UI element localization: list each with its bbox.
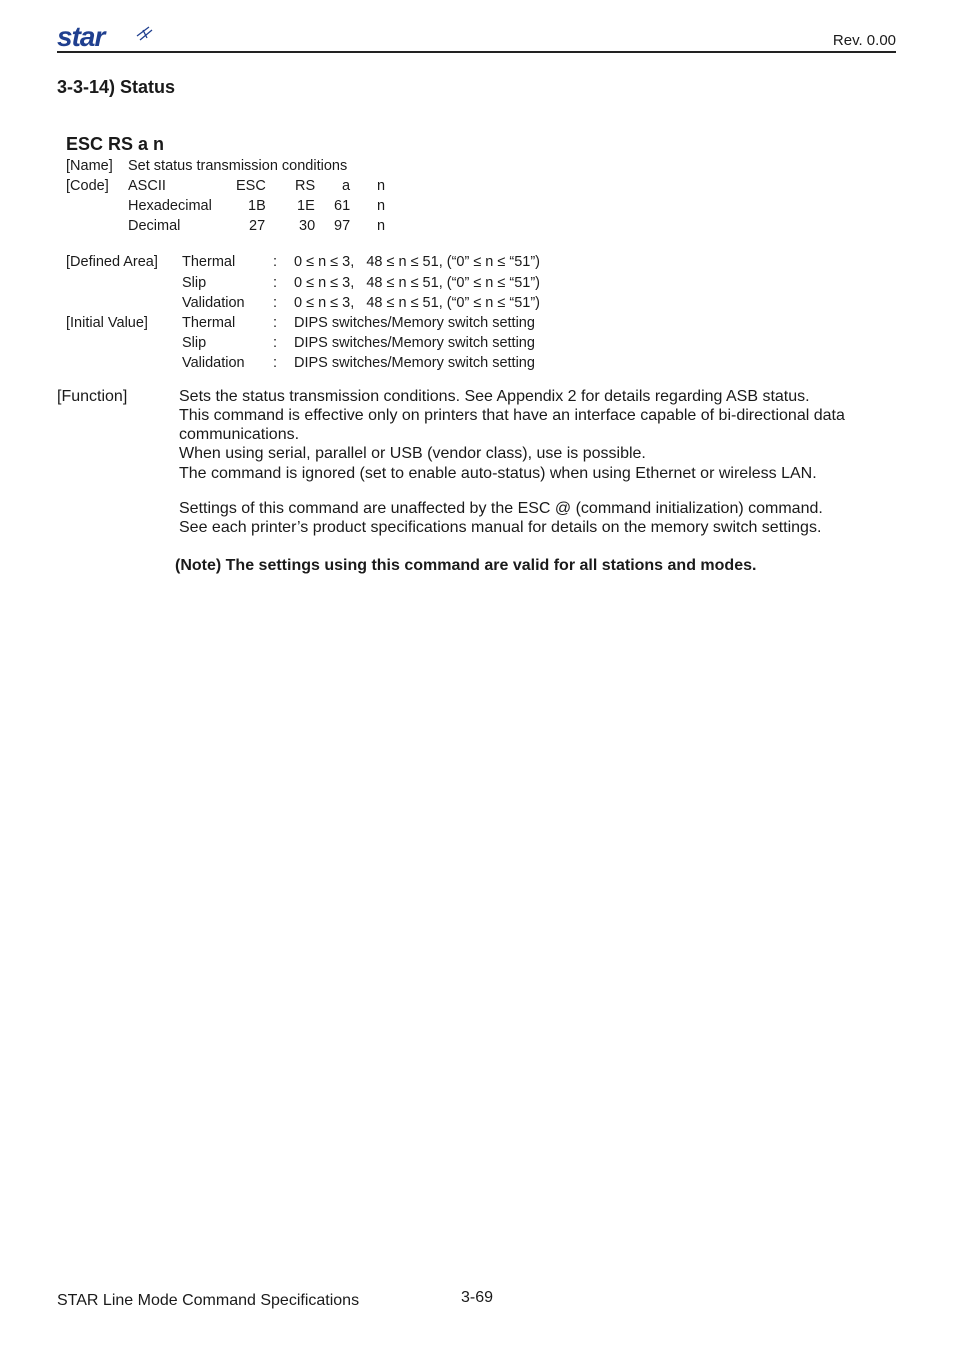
station-label: Slip — [182, 275, 207, 291]
range-value: 0 ≤ n ≤ 3, 48 ≤ n ≤ 51, (“0” ≤ n ≤ “51”) — [294, 254, 541, 270]
function-line: See each printer’s product specifications manual for details on the memory switch settings. — [179, 519, 822, 536]
function-line: Settings of this command are unaffected by the ESC @ (command initialization) command. — [179, 500, 823, 517]
range-value: 0 ≤ n ≤ 3, 48 ≤ n ≤ 51, (“0” ≤ n ≤ “51”) — [294, 295, 541, 311]
separator: : — [273, 315, 278, 331]
revision: Rev. 0.00 — [832, 32, 896, 49]
footer-doc-title: STAR Line Mode Command Specifications — [57, 1292, 360, 1309]
code-cell: ESC — [236, 178, 266, 194]
function-line: When using serial, parallel or USB (vendor class), use is possible. — [179, 445, 646, 462]
code-cell: RS — [295, 178, 316, 194]
function-label: [Function] — [57, 388, 128, 405]
initial-value: DIPS switches/Memory switch setting — [294, 355, 535, 371]
code-row-label: ASCII — [128, 178, 166, 194]
code-row-label: Decimal — [128, 218, 181, 234]
code-cell: 61 — [334, 198, 351, 214]
section-title: 3-3-14) Status — [57, 77, 176, 97]
command-title: ESC RS a n — [66, 134, 165, 154]
function-line: Sets the status transmission conditions. See Appendix 2 for details regarding ASB status. — [179, 388, 810, 405]
note: (Note) The settings using this command are valid for all stations and modes. — [175, 557, 757, 574]
station-label: Thermal — [182, 315, 236, 331]
code-cell: 1E — [297, 198, 315, 214]
code-cell: a — [342, 178, 351, 194]
separator: : — [273, 254, 278, 270]
code-cell: n — [377, 178, 386, 194]
name-value: Set status transmission conditions — [128, 158, 348, 174]
code-cell: n — [377, 198, 386, 214]
code-row-label: Hexadecimal — [128, 198, 212, 214]
station-label: Validation — [182, 355, 245, 371]
separator: : — [273, 295, 278, 311]
header-rule — [57, 51, 896, 53]
separator: : — [273, 275, 278, 291]
initial-value: DIPS switches/Memory switch setting — [294, 315, 535, 331]
logo-text: star — [57, 24, 105, 50]
function-line: This command is effective only on printers that have an interface capable of bi-directional data — [179, 407, 845, 424]
station-label: Slip — [182, 335, 207, 351]
initial-value-label: [Initial Value] — [66, 315, 148, 331]
station-label: Thermal — [182, 254, 236, 270]
separator: : — [273, 335, 278, 351]
code-label: [Code] — [66, 178, 109, 194]
station-label: Validation — [182, 295, 245, 311]
star-logo — [57, 24, 153, 50]
separator: : — [273, 355, 278, 371]
code-cell: 1B — [248, 198, 266, 214]
code-cell: 97 — [334, 218, 351, 234]
initial-value: DIPS switches/Memory switch setting — [294, 335, 535, 351]
code-cell: 30 — [299, 218, 316, 234]
code-cell: 27 — [249, 218, 266, 234]
function-line: The command is ignored (set to enable auto-status) when using Ethernet or wireless LAN. — [179, 465, 817, 482]
function-line: communications. — [179, 426, 300, 443]
defined-area-label: [Defined Area] — [66, 254, 158, 270]
range-value: 0 ≤ n ≤ 3, 48 ≤ n ≤ 51, (“0” ≤ n ≤ “51”) — [294, 275, 541, 291]
code-cell: n — [377, 218, 386, 234]
page-number: 3-69 — [461, 1289, 494, 1306]
name-label: [Name] — [66, 158, 113, 174]
